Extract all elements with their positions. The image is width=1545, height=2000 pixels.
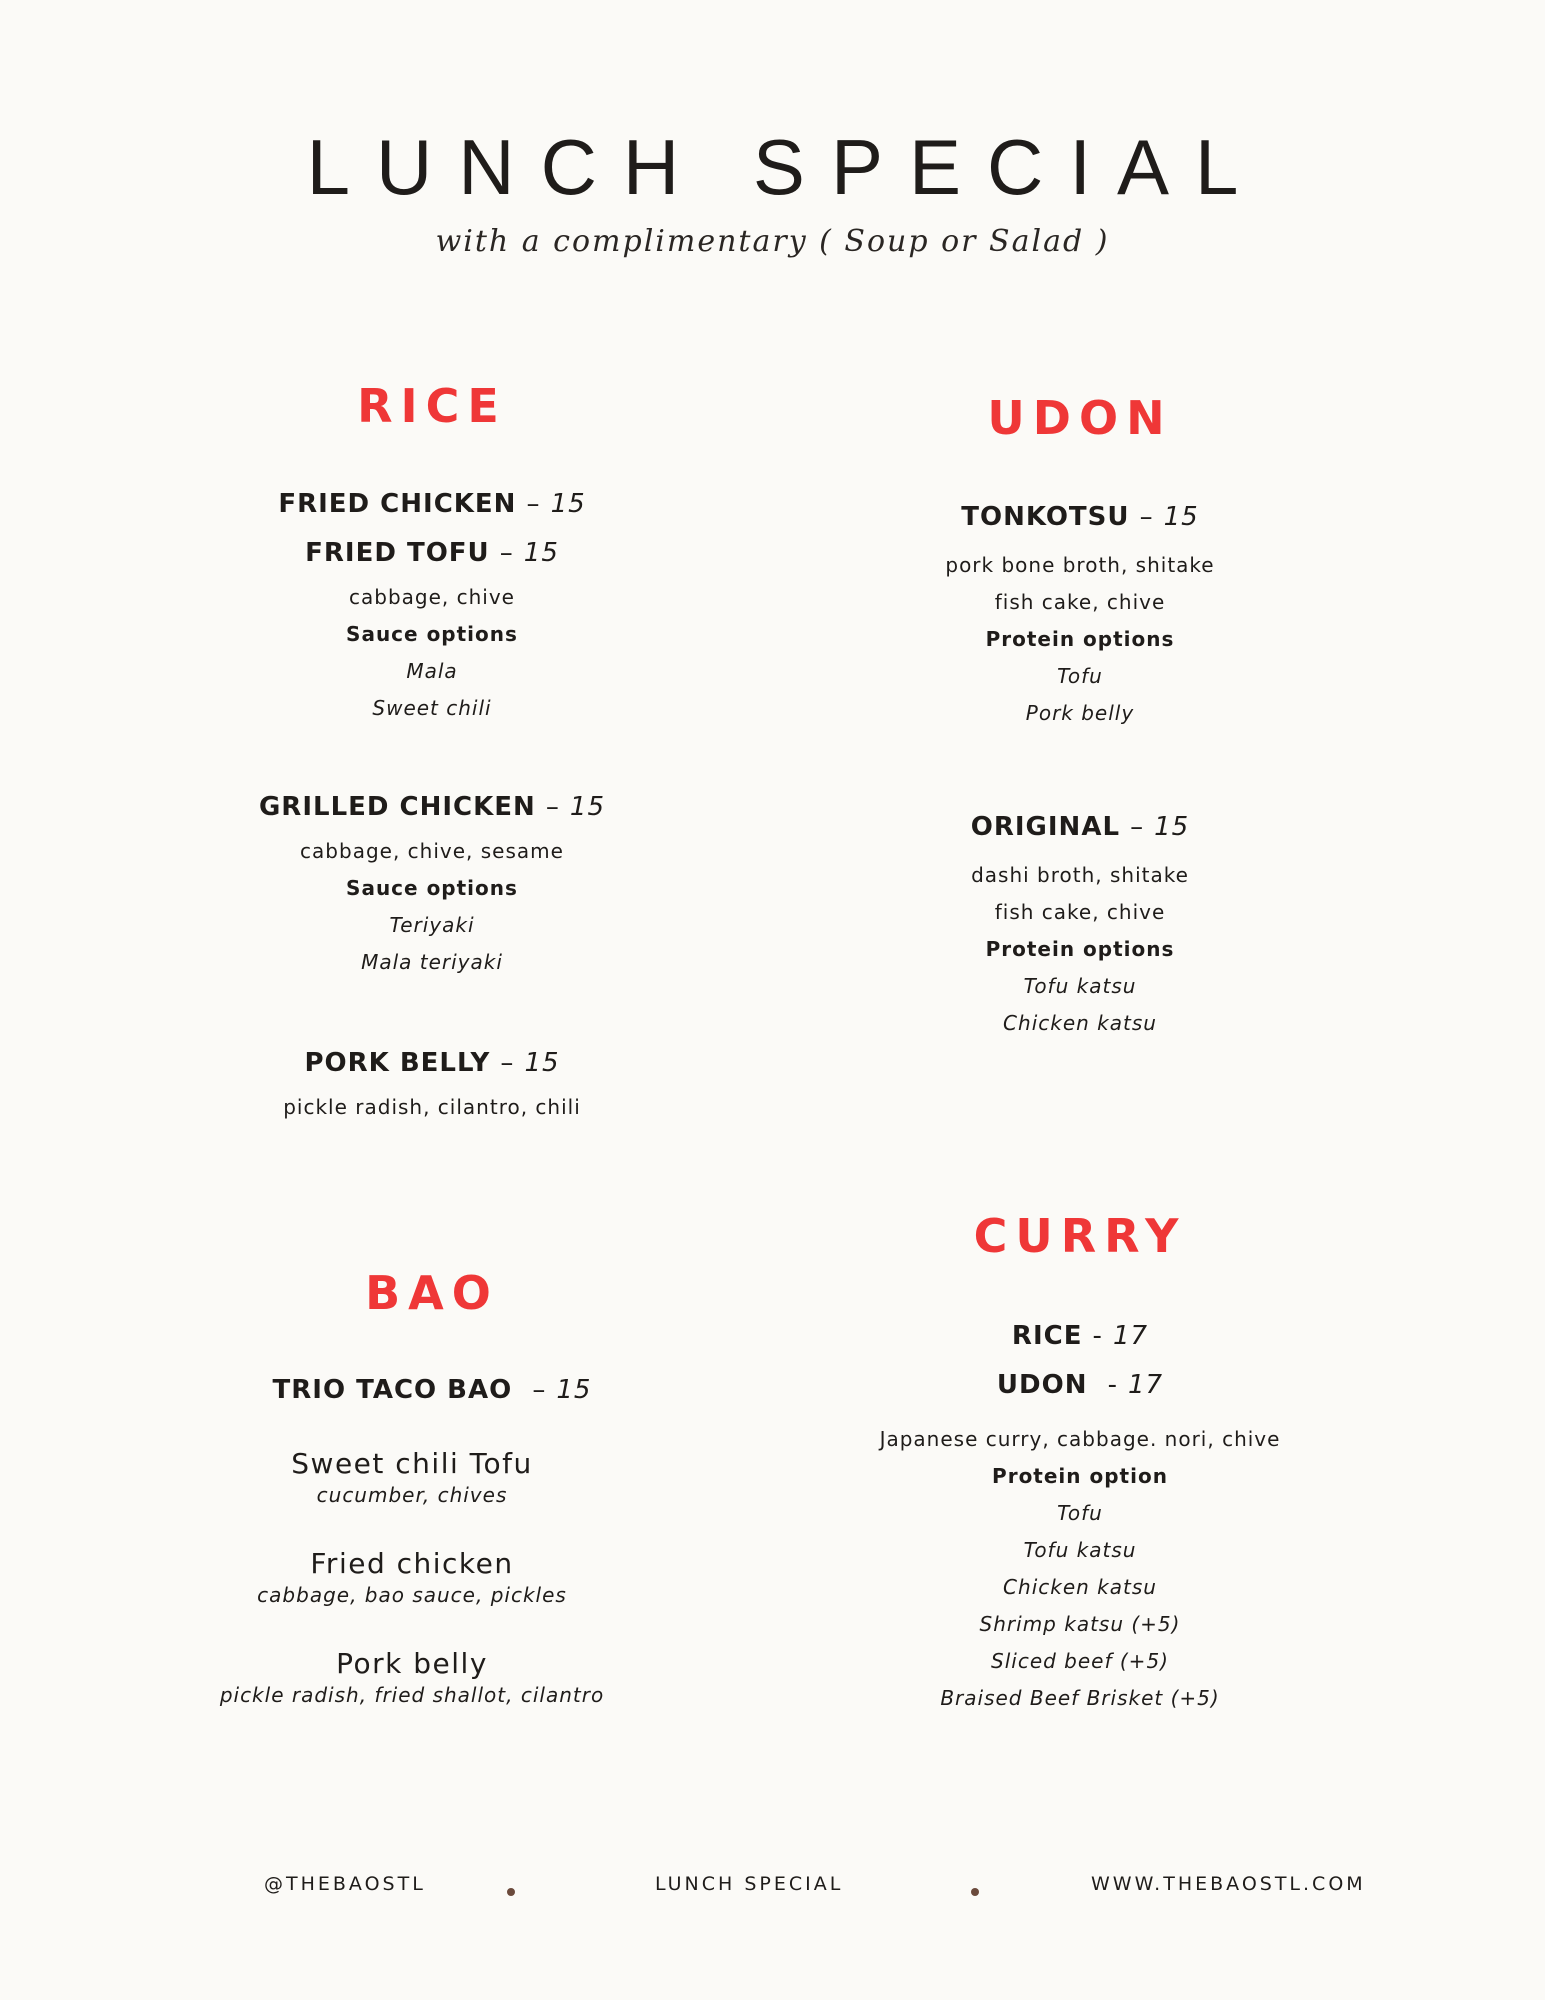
footer-label: LUNCH SPECIAL bbox=[655, 1873, 844, 1895]
item-description: cabbage, chive bbox=[349, 584, 515, 609]
item-price: 17 bbox=[1112, 1321, 1149, 1351]
menu-item-original: ORIGINAL – 15 bbox=[970, 812, 1190, 842]
option-item: Shrimp katsu (+5) bbox=[979, 1611, 1181, 1636]
option-item: Tofu bbox=[1057, 663, 1103, 688]
bao-item-name: Sweet chili Tofu bbox=[291, 1447, 533, 1480]
udon-heading: UDON bbox=[987, 391, 1173, 445]
item-name: UDON bbox=[996, 1369, 1088, 1400]
options-title: Sauce options bbox=[346, 875, 518, 900]
option-item: Chicken katsu bbox=[1003, 1574, 1157, 1599]
bao-trio-block bbox=[152, 1376, 712, 1406]
item-name: GRILLED CHICKEN bbox=[258, 792, 536, 822]
udon-original-block bbox=[800, 813, 1360, 1042]
option-item: Sweet chili bbox=[372, 695, 492, 720]
menu-item-pork-belly: PORK BELLY – 15 bbox=[304, 1048, 560, 1078]
rice-grilled-block bbox=[152, 793, 712, 981]
option-item: Tofu bbox=[1057, 1500, 1103, 1525]
item-description: cabbage, chive, sesame bbox=[300, 838, 564, 863]
option-item: Braised Beef Brisket (+5) bbox=[940, 1685, 1220, 1710]
options-title: Protein options bbox=[985, 626, 1175, 651]
item-description: pork bone broth, shitake bbox=[945, 552, 1215, 577]
item-price: 15 bbox=[523, 537, 559, 568]
option-item: Tofu katsu bbox=[1023, 973, 1137, 998]
item-name: FRIED CHICKEN bbox=[278, 489, 517, 519]
menu-item-fried-chicken: FRIED CHICKEN – 15 bbox=[278, 489, 586, 519]
option-item: Chicken katsu bbox=[1003, 1010, 1157, 1035]
footer-handle[interactable]: @THEBAOSTL bbox=[264, 1873, 426, 1895]
menu-item-tonkotsu: TONKOTSU – 15 bbox=[961, 502, 1199, 532]
option-item: Mala bbox=[406, 658, 458, 683]
option-item: Teriyaki bbox=[389, 912, 475, 937]
option-item: Mala teriyaki bbox=[361, 949, 503, 974]
bao-item-2 bbox=[132, 1546, 692, 1608]
rice-fried-block bbox=[152, 490, 712, 727]
footer-dot bbox=[971, 1888, 979, 1896]
item-name: TONKOTSU bbox=[961, 502, 1130, 532]
item-name: RICE bbox=[1011, 1321, 1083, 1351]
bao-item-3 bbox=[132, 1646, 692, 1708]
option-item: Sliced beef (+5) bbox=[991, 1648, 1169, 1673]
options-title: Sauce options bbox=[346, 621, 518, 646]
item-price: 15 bbox=[556, 1375, 592, 1405]
udon-section bbox=[800, 391, 1360, 445]
item-description: fish cake, chive bbox=[994, 589, 1166, 614]
bao-item-desc: cabbage, bao sauce, pickles bbox=[257, 1583, 567, 1607]
bao-item-desc: cucumber, chives bbox=[316, 1483, 508, 1507]
item-price: 15 bbox=[524, 1048, 560, 1078]
page-subtitle: with a complimentary ( Soup or Salad ) bbox=[435, 224, 1110, 259]
menu-item-grilled-chicken: GRILLED CHICKEN – 15 bbox=[258, 792, 606, 822]
footer-website[interactable]: WWW.THEBAOSTL.COM bbox=[1091, 1873, 1366, 1895]
option-item: Pork belly bbox=[1025, 700, 1135, 725]
menu-item-trio-taco-bao: TRIO TACO BAO – 15 bbox=[272, 1375, 592, 1405]
item-name: ORIGINAL bbox=[970, 812, 1121, 842]
item-description: pickle radish, cilantro, chili bbox=[283, 1094, 581, 1119]
item-price: 15 bbox=[550, 489, 586, 519]
menu-item-curry-rice: RICE - 17 bbox=[1011, 1321, 1149, 1351]
item-price: 15 bbox=[1154, 812, 1190, 842]
footer-dot bbox=[507, 1888, 515, 1896]
bao-heading: BAO bbox=[365, 1266, 499, 1320]
bao-item-name: Pork belly bbox=[336, 1647, 488, 1680]
item-description: fish cake, chive bbox=[994, 899, 1166, 924]
rice-section bbox=[152, 379, 712, 433]
item-description: dashi broth, shitake bbox=[971, 862, 1189, 887]
bao-item-name: Fried chicken bbox=[310, 1547, 514, 1580]
item-price: 15 bbox=[569, 792, 606, 822]
curry-section bbox=[800, 1209, 1360, 1263]
item-name: TRIO TACO BAO bbox=[272, 1375, 513, 1405]
item-price: 15 bbox=[1163, 502, 1199, 532]
curry-items-block bbox=[800, 1322, 1360, 1717]
item-name: FRIED TOFU bbox=[305, 537, 490, 568]
udon-tonkotsu-block bbox=[800, 503, 1360, 732]
item-name: PORK BELLY bbox=[304, 1048, 491, 1078]
options-title: Protein options bbox=[985, 936, 1175, 961]
menu-item-curry-udon: UDON - 17 bbox=[996, 1369, 1164, 1400]
rice-pork-block bbox=[152, 1049, 712, 1126]
item-description: Japanese curry, cabbage. nori, chive bbox=[879, 1426, 1281, 1451]
curry-heading: CURRY bbox=[973, 1209, 1187, 1263]
item-price: 17 bbox=[1128, 1369, 1164, 1400]
option-item: Tofu katsu bbox=[1023, 1537, 1137, 1562]
bao-item-desc: pickle radish, fried shallot, cilantro bbox=[219, 1683, 605, 1707]
bao-item-1 bbox=[132, 1446, 692, 1508]
rice-heading: RICE bbox=[357, 379, 507, 433]
bao-section bbox=[152, 1266, 712, 1320]
options-title: Protein option bbox=[992, 1463, 1168, 1488]
page-title: LUNCH SPECIAL bbox=[306, 123, 1265, 211]
menu-item-fried-tofu: FRIED TOFU – 15 bbox=[305, 537, 559, 568]
